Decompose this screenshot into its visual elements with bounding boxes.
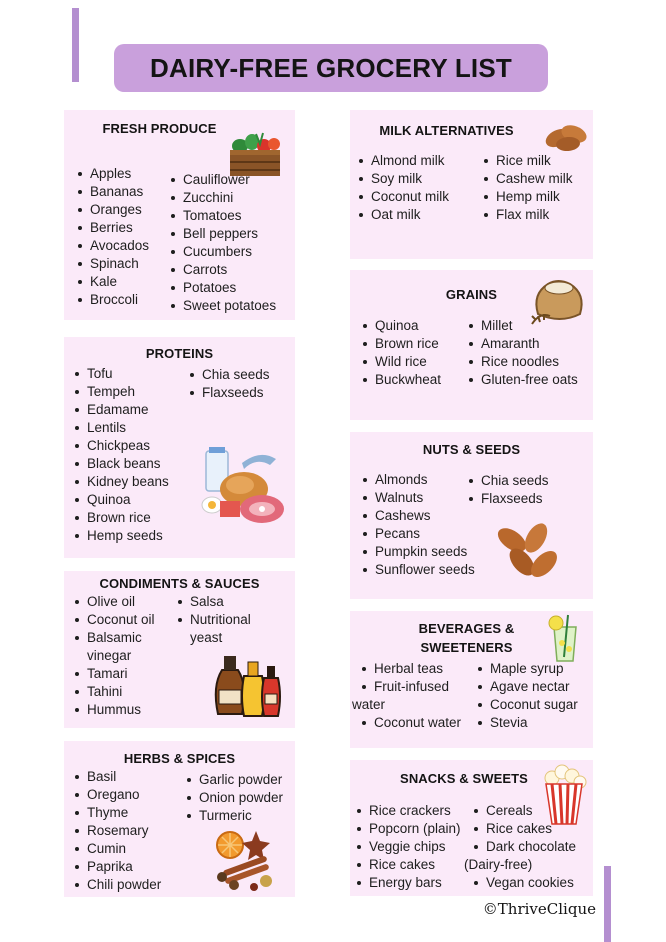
list-item: Vegan cookies xyxy=(472,874,576,892)
list-item: Rice cakes xyxy=(355,856,461,874)
list-item: Herbal teas xyxy=(360,660,461,678)
grains-card xyxy=(350,270,593,420)
list-item: Flax milk xyxy=(482,206,573,224)
list-item: Rice milk xyxy=(482,152,573,170)
list-item: Berries xyxy=(76,219,149,237)
list-item: Rice cakes xyxy=(472,820,576,838)
herbs-list-1 xyxy=(73,768,161,894)
list-item: (Dairy-free) xyxy=(464,857,533,872)
condiments-title: CONDIMENTS & SAUCES xyxy=(99,576,260,591)
milk-list-2 xyxy=(482,152,573,224)
list-item: Black beans xyxy=(73,455,169,473)
list-item: Popcorn (plain) xyxy=(355,820,461,838)
beverages-title-1: BEVERAGES & xyxy=(418,621,515,636)
list-item: Cashews xyxy=(361,507,475,525)
beverages-card xyxy=(350,611,593,748)
proteins-list-1 xyxy=(73,365,169,545)
condiments-card xyxy=(64,571,295,728)
list-item: Oat milk xyxy=(357,206,449,224)
protein-foods-icon xyxy=(198,445,288,527)
nuts-list-2 xyxy=(467,472,549,508)
list-item: Bananas xyxy=(76,183,149,201)
list-item: Thyme xyxy=(73,804,161,822)
list-item: Coconut water xyxy=(360,714,461,732)
list-item: Agave nectar xyxy=(476,678,578,696)
spices-icon xyxy=(210,825,282,893)
list-item: Fruit-infused xyxy=(360,678,461,696)
list-item: Spinach xyxy=(76,255,149,273)
list-item: Pumpkin seeds xyxy=(361,543,475,561)
proteins-title: PROTEINS xyxy=(145,346,214,361)
list-item: Tofu xyxy=(73,365,169,383)
list-item: Turmeric xyxy=(185,807,283,825)
list-item: Coconut sugar xyxy=(476,696,578,714)
list-item: Millet xyxy=(467,317,578,335)
list-item: Kidney beans xyxy=(73,473,169,491)
list-item: Maple syrup xyxy=(476,660,578,678)
list-item: Tamari xyxy=(73,665,155,683)
list-item: Lentils xyxy=(73,419,169,437)
list-item: Dark chocolate xyxy=(472,838,576,856)
list-item: Balsamic xyxy=(73,629,155,647)
list-item: Edamame xyxy=(73,401,169,419)
list-item: Hemp seeds xyxy=(73,527,169,545)
list-item: Rice crackers xyxy=(355,802,461,820)
list-item: Buckwheat xyxy=(361,371,441,389)
list-item: Soy milk xyxy=(357,170,449,188)
list-item: Stevia xyxy=(476,714,578,732)
list-item: Wild rice xyxy=(361,353,441,371)
proteins-card xyxy=(64,337,295,558)
list-item: Cucumbers xyxy=(169,243,276,261)
list-item: Cashew milk xyxy=(482,170,573,188)
list-item: Amaranth xyxy=(467,335,578,353)
list-item: yeast xyxy=(190,630,223,645)
list-item: Walnuts xyxy=(361,489,475,507)
brand-credit: ©ThriveClique xyxy=(482,900,596,918)
list-item: Zucchini xyxy=(169,189,276,207)
list-item: Almonds xyxy=(361,471,475,489)
list-item: Oregano xyxy=(73,786,161,804)
list-item: Paprika xyxy=(73,858,161,876)
list-item: Tahini xyxy=(73,683,155,701)
grains-list-1 xyxy=(361,317,441,389)
almonds-icon xyxy=(494,518,562,584)
beverages-list-1 xyxy=(350,660,462,732)
fresh-produce-list-2 xyxy=(169,171,276,315)
almonds-icon xyxy=(542,118,590,154)
nuts-title: NUTS & SEEDS xyxy=(422,442,521,457)
list-item: Tempeh xyxy=(73,383,169,401)
list-item: Chia seeds xyxy=(467,472,549,490)
list-item: Bell peppers xyxy=(169,225,276,243)
herbs-card xyxy=(64,741,295,897)
herbs-list-2 xyxy=(185,771,283,825)
list-item: Energy bars xyxy=(355,874,461,892)
fresh-produce-list-1 xyxy=(76,165,149,309)
list-item: Avocados xyxy=(76,237,149,255)
list-item: Brown rice xyxy=(361,335,441,353)
list-item: Flaxseeds xyxy=(467,490,549,508)
list-item: Veggie chips xyxy=(355,838,461,856)
list-item: Coconut milk xyxy=(357,188,449,206)
fresh-produce-title: FRESH PRODUCE xyxy=(102,121,217,136)
list-item: Apples xyxy=(76,165,149,183)
nuts-list-1 xyxy=(361,471,475,579)
list-item: Basil xyxy=(73,768,161,786)
list-item: Rice noodles xyxy=(467,353,578,371)
list-item: Pecans xyxy=(361,525,475,543)
list-item: Quinoa xyxy=(73,491,169,509)
fresh-produce-card xyxy=(64,110,295,320)
list-item: Hummus xyxy=(73,701,155,719)
list-item: Cumin xyxy=(73,840,161,858)
snacks-title: SNACKS & SWEETS xyxy=(400,771,528,786)
sauce-bottles-icon xyxy=(208,648,284,722)
lemonade-glass-icon xyxy=(546,613,582,663)
list-item: Brown rice xyxy=(73,509,169,527)
list-item: Nutritional xyxy=(176,611,251,629)
list-item: Flaxseeds xyxy=(188,384,270,402)
list-item: Chili powder xyxy=(73,876,161,894)
list-item: Hemp milk xyxy=(482,188,573,206)
list-item: Broccoli xyxy=(76,291,149,309)
list-item: Onion powder xyxy=(185,789,283,807)
beverages-list-2 xyxy=(476,660,578,732)
condiments-list-1 xyxy=(73,593,155,719)
list-item: Potatoes xyxy=(169,279,276,297)
page-title: DAIRY-FREE GROCERY LIST xyxy=(114,44,548,92)
milk-list-1 xyxy=(357,152,449,224)
grains-list-2 xyxy=(467,317,578,389)
list-item: Cereals xyxy=(472,802,576,820)
snacks-card xyxy=(350,760,593,896)
nuts-card xyxy=(350,432,593,599)
list-item: vinegar xyxy=(87,648,132,663)
list-item: Tomatoes xyxy=(169,207,276,225)
list-item: Carrots xyxy=(169,261,276,279)
milk-title: MILK ALTERNATIVES xyxy=(379,123,514,138)
milk-card xyxy=(350,110,593,259)
list-item: water xyxy=(352,697,386,712)
beverages-title-2: SWEETENERS xyxy=(420,640,513,655)
accent-bar-top xyxy=(72,8,79,82)
condiments-list-2 xyxy=(176,593,251,647)
list-item: Oranges xyxy=(76,201,149,219)
list-item: Coconut oil xyxy=(73,611,155,629)
accent-bar-bottom xyxy=(604,866,611,942)
list-item: Gluten-free oats xyxy=(467,371,578,389)
snacks-list-1 xyxy=(355,802,461,892)
grains-title: GRAINS xyxy=(445,287,498,302)
list-item: Sweet potatoes xyxy=(169,297,276,315)
list-item: Cauliflower xyxy=(169,171,276,189)
list-item: Almond milk xyxy=(357,152,449,170)
list-item: Garlic powder xyxy=(185,771,283,789)
proteins-list-2 xyxy=(188,366,270,402)
herbs-title: HERBS & SPICES xyxy=(123,751,236,766)
list-item: Kale xyxy=(76,273,149,291)
list-item: Chia seeds xyxy=(188,366,270,384)
list-item: Sunflower seeds xyxy=(361,561,475,579)
list-item: Rosemary xyxy=(73,822,161,840)
list-item: Salsa xyxy=(176,593,251,611)
list-item: Chickpeas xyxy=(73,437,169,455)
list-item: Quinoa xyxy=(361,317,441,335)
snacks-list-2 xyxy=(464,802,577,892)
list-item: Olive oil xyxy=(73,593,155,611)
